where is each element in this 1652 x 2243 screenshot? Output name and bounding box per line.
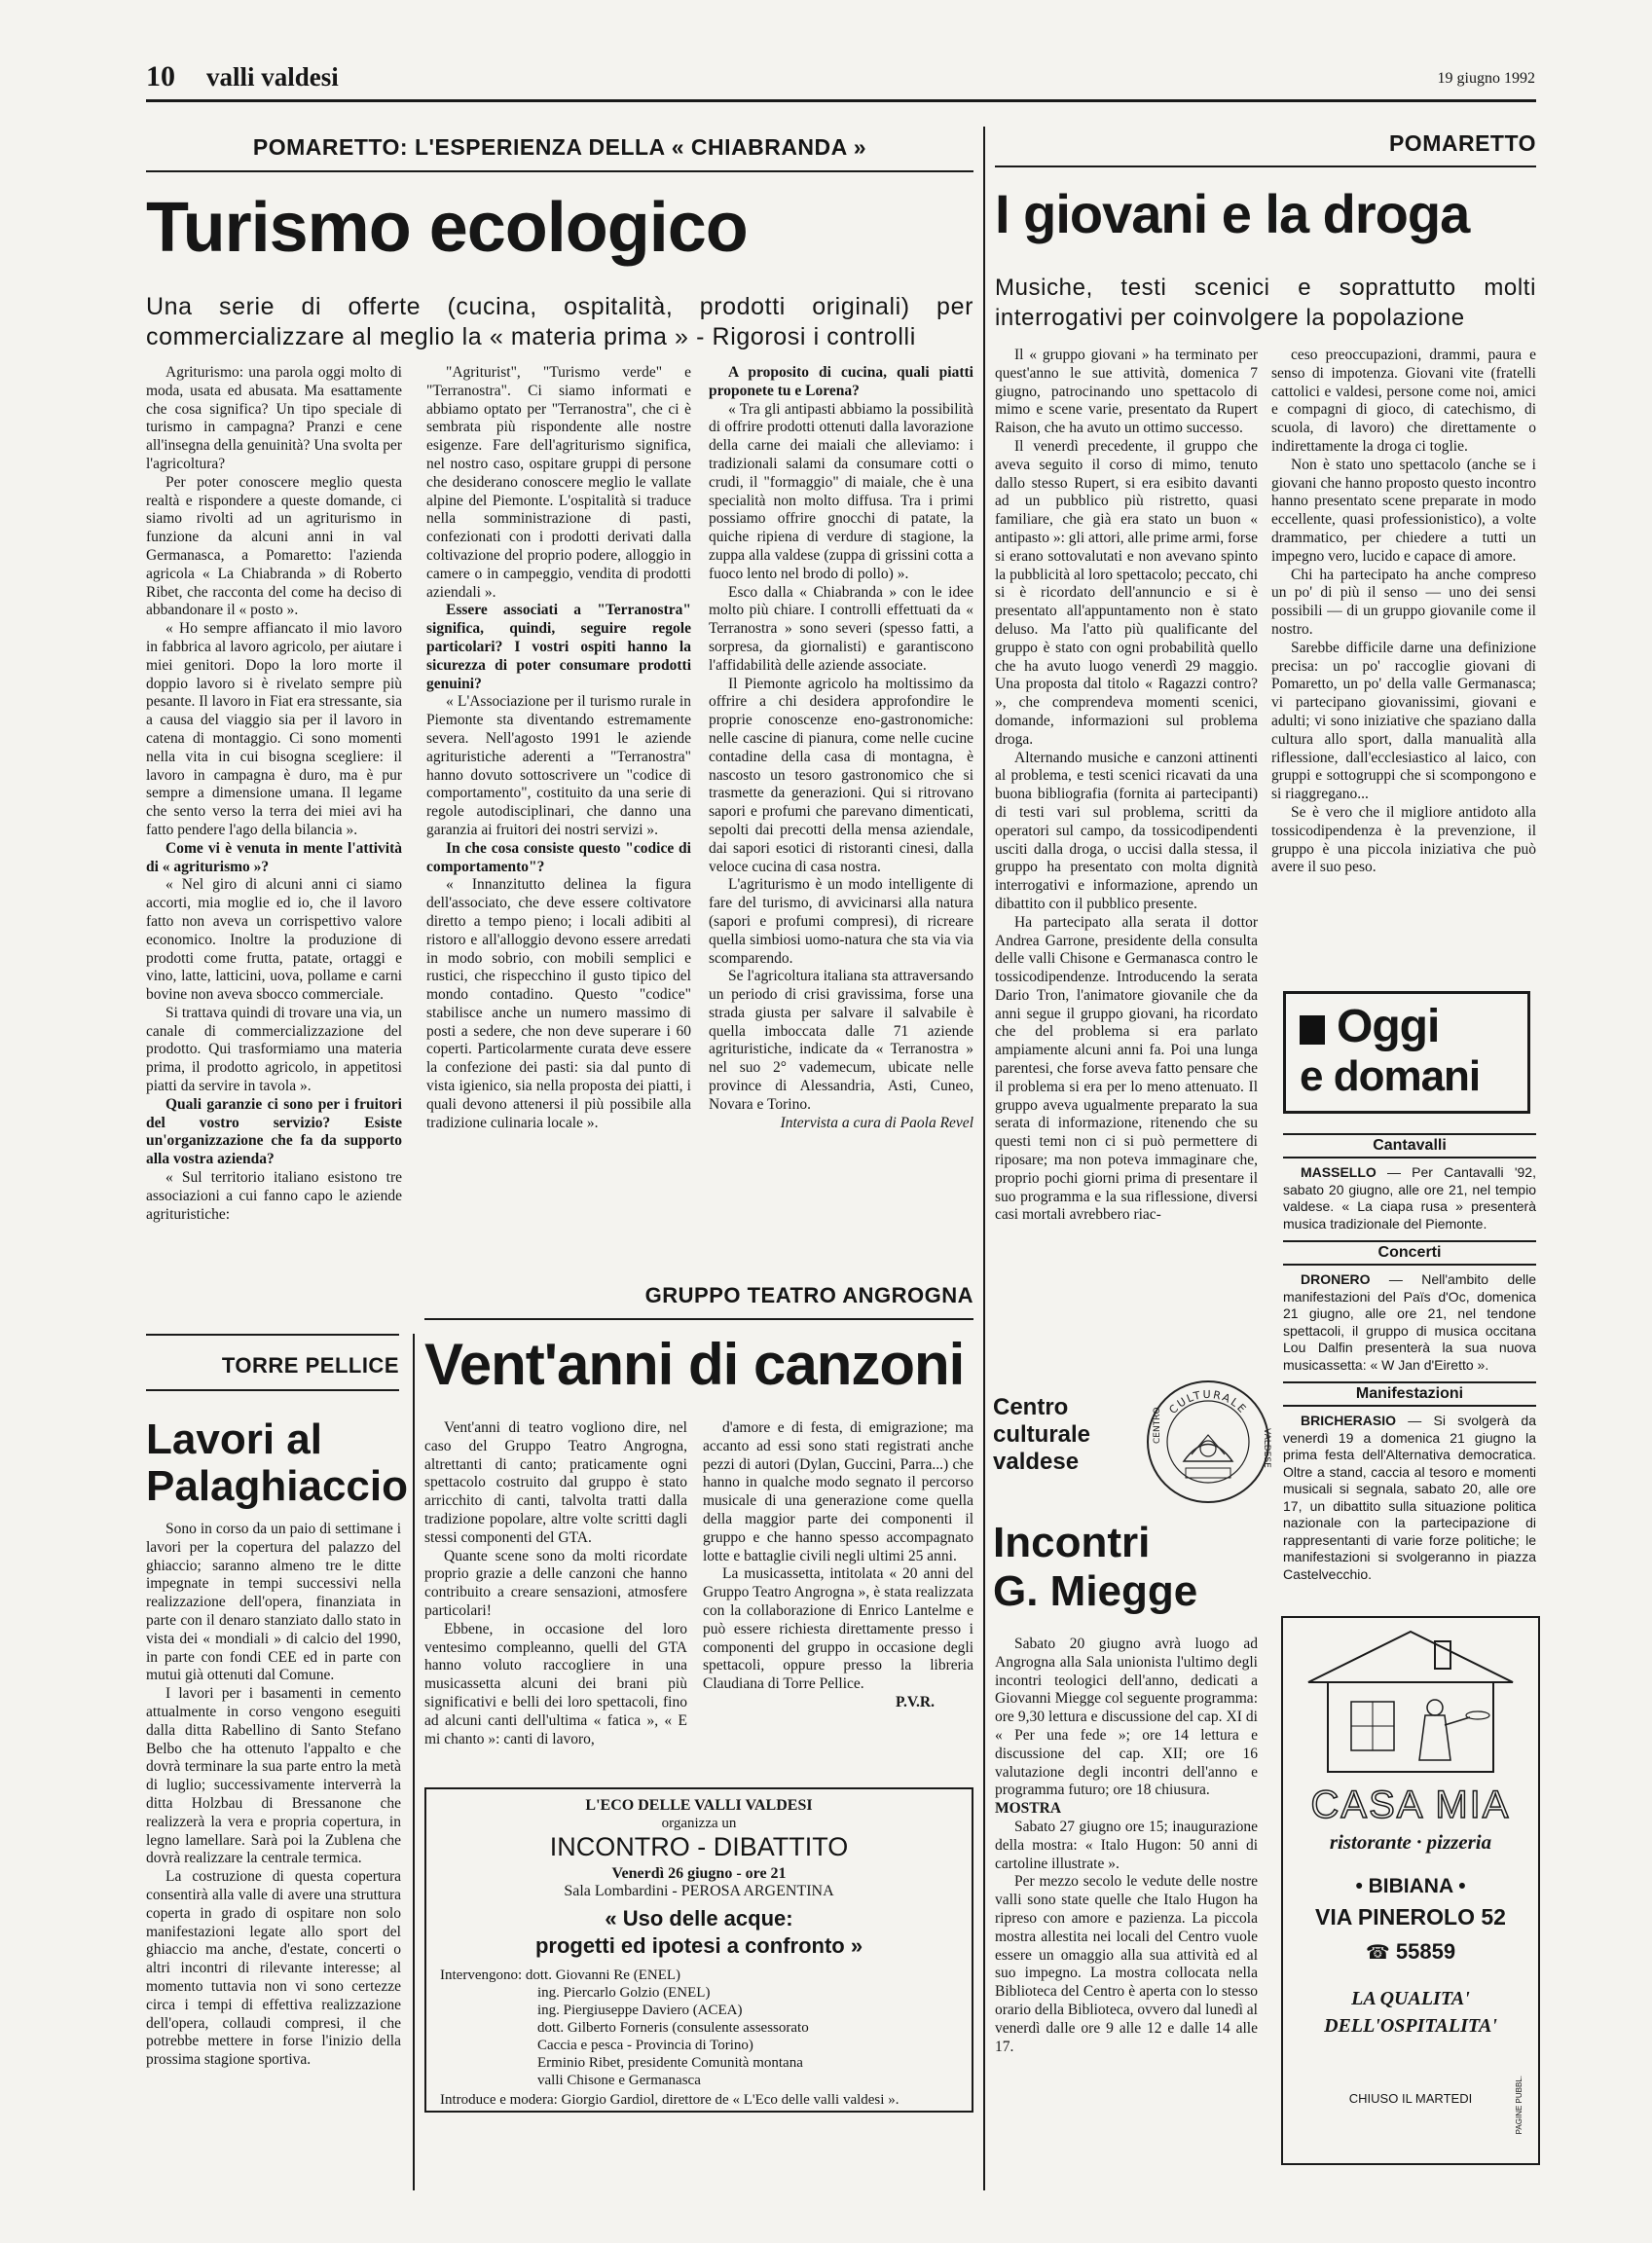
- paragraph: La costruzione di questa copertura consentirà alla valle di avere una struttura coperta in grado di ospitare non solo manifestazioni legate allo sport del ghiaccio ma anche, d'estate, concerti o altri incontri di rilevante interesse; al momento tuttavia non vi sono certezze circa i tempi di effettiva realizzazione dell'opera, collaudi compresi, il che potrebbe mettere in forse l'inizio della prossima stagione sportiva.: [146, 1868, 401, 2069]
- ad-closed: CHIUSO IL MARTEDI: [1348, 2091, 1473, 2106]
- centro-label-2: culturale: [993, 1421, 1091, 1448]
- incontro-title: INCONTRO - DIBATTITO: [549, 1832, 849, 1861]
- speaker-line: ing. Piercarlo Golzio (ENEL): [537, 1985, 711, 2001]
- speaker-line: Erminio Ribet, presidente Comunità montana: [537, 2055, 803, 2071]
- article-column: [146, 364, 402, 1224]
- article-column: [995, 1636, 1258, 2056]
- centro-paragraph: Sabato 27 giugno ore 15; inaugurazione della mostra: « Italo Hugon: 50 anni di cartoline illustrate ».: [995, 1818, 1258, 1872]
- column-turismo-3: [709, 364, 973, 1115]
- paragraph: « Sul territorio italiano esistono tre associazioni a cui fanno capo le aziende agrituristiche:: [146, 1169, 402, 1223]
- article-column: [995, 347, 1258, 1225]
- incontro-organizza: organizza un: [661, 1816, 737, 1831]
- headline-palaghiaccio-2: Palaghiaccio: [146, 1462, 409, 1510]
- deck-giovani: Musiche, testi scenici e soprattutto molti interrogativi per coinvolgere la popolazione: [995, 275, 1536, 331]
- paragraph: Se è vero che il migliore antidoto alla tossicodipendenza è la prevenzione, il gruppo è una piccola iniziativa che può avere il suo peso.: [1271, 803, 1536, 876]
- paragraph: Il venerdì precedente, il gruppo che aveva seguito il corso di mimo, tenuto dallo stesso Rupert, si era esibito davanti ad un pubblico più ristretto, quasi familiare, che già era stato un buon « antipasto »: gli attori, alle prime armi, forse si erano sottovalutati e non avevano spinto la pubblicità al loro spettacolo; peccato, chi si è ricordato dell'annuncio e si è presentato all'appuntamento non è stato deluso. Ma l'atto più qualificante del gruppo è stato con ogni probabilità quello che ha avuto luogo venerdì 29 maggio. Una proposta dal titolo « Ragazzi contro? », che comprendeva momenti scenici, domande, informazioni sul problema droga.: [995, 437, 1258, 748]
- casa-mia-ad: [1281, 1616, 1540, 2165]
- paragraph: L'agriturismo è un modo intelligente di fare del turismo, di avvicinarsi alla natura (sapori e profumi compresi), di ricreare quella simbiosi uomo-natura che sta via via scomparendo.: [709, 876, 973, 967]
- listing-entry: [1283, 1413, 1536, 1583]
- incontro-topic-1: « Uso delle acque:: [605, 1906, 793, 1930]
- listing-text: — Nell'ambito delle manifestazioni del Païs d'Oc, domenica 21 giugno, alle ore 21, nel tendone spettacoli, il gruppo di musica occitana Lou Dalfin presenterà la sua nuova musicassetta: « W Jan d'Eiretto ».: [1283, 1271, 1536, 1373]
- paragraph: Non è stato uno spettacolo (anche se i giovani che hanno proposto questo incontro hanno presentato scene preparate in modo eccellente, quasi professionistico), a volte drammatico, per chiedere a tutti un impegno vero, lucido e capace di amore.: [1271, 456, 1536, 565]
- incontro-topic-2: progetti ed ipotesi a confronto »: [534, 1933, 863, 1958]
- oggi-title-1: Oggi: [1337, 1001, 1440, 1052]
- page-number: 10: [146, 60, 175, 92]
- headline-palaghiaccio-1: Lavori al: [146, 1416, 322, 1463]
- paragraph: Chi ha partecipato ha anche compreso un po' di più il senso — uno dei sensi possibili — di un gruppo giovanile come il nostro.: [1271, 566, 1536, 638]
- signature: P.V.R.: [895, 1693, 935, 1710]
- house-illustration: [1289, 1624, 1532, 1780]
- section-rule: [146, 1389, 399, 1391]
- ad-slogan-2: DELL'OSPITALITA': [1324, 2015, 1497, 2037]
- deck-turismo: Una serie di offerte (cucina, ospitalità, prodotti originali) per commercializzare al meglio la « materia prima » - Rigorosi i controlli: [146, 293, 973, 350]
- column-torre: [146, 1521, 401, 2070]
- headline-ventanni: Vent'anni di canzoni: [424, 1332, 965, 1397]
- svg-text:CULTURALE: [1166, 1388, 1249, 1416]
- masthead-date: 19 giugno 1992: [1437, 70, 1535, 87]
- paragraph: « Tra gli antipasti abbiamo la possibilità di offrire prodotti ottenuti dalla lavorazione della carne dei maiali che alleviamo: i tradizionali salami da consumare cotti o crudi, il "formaggio" di maiale, che è una specialità non molto diffusa. Tra i primi possiamo offrire gnocchi di patate, la quiche ripiena di verdure di stagione, la zuppa alla valdese (zuppa di grissini cotta a fuoco lento nel brodo di pollo) ».: [709, 400, 973, 582]
- ad-phone-number: 55859: [1395, 1939, 1456, 1964]
- column-turismo-1: [146, 364, 402, 1224]
- ad-slogan-1: LA QUALITA': [1351, 1988, 1470, 2009]
- article-column: [426, 364, 691, 1132]
- speaker-line: valli Chisone e Germanasca: [537, 2073, 701, 2088]
- paragraph: Si trattava quindi di trovare una via, un canale di commercializzazione del prodotto. Qui trasformiamo una materia prima, il prodotto agricolo, in appetitosi piatti da servire in tavola ».: [146, 1004, 402, 1095]
- section-kicker-teatro: GRUPPO TEATRO ANGROGNA: [644, 1283, 973, 1307]
- listing-entry: [1283, 1164, 1536, 1232]
- seal-text-top: CULTURALE: [1166, 1387, 1250, 1417]
- speaker-line: dott. Gilberto Forneris (consulente assessorato: [537, 2020, 809, 2036]
- incontro-speakers: [440, 1967, 962, 2089]
- section-rule: [146, 1334, 399, 1336]
- headline-incontri-2: G. Miegge: [993, 1567, 1198, 1615]
- column-teatro-2: [703, 1419, 973, 1694]
- seal-text-left: CENTRO: [1153, 1407, 1162, 1444]
- kicker-rule: [146, 170, 973, 172]
- listing-heading: Cantavalli: [1283, 1133, 1536, 1158]
- paragraph: Ha partecipato alla serata il dottor Andrea Garrone, presidente della consulta delle valli Chisone e Germanasca contro le tossicodipendenze. Introducendo la serata Dario Tron, l'animatore giovanile che da anni segue il gruppo giovani, ha ricordato che del problema si era parlato ampiamente alcuni anni fa. Poi una lunga parentesi, che forse aveva fatto pensare che il problema si era per lo meno attenuato. Il gruppo aveva ugualmente preparato la sua serata di informazione, ritenendo che su questi temi non ci si può permettere di riposare; ma non poteva immaginare che, proprio pochi giorni prima di presentare il suo programma e la sua riflessione, diversi casi mortali avrebbero riac-: [995, 913, 1258, 1224]
- paragraph: Agriturismo: una parola oggi molto di moda, usata ed abusata. Ma esattamente che cosa significa? Un tipo speciale di turismo in campagna? Pranzi e cene all'insegna della genuinità? Una svolta per l'agricoltura?: [146, 364, 402, 472]
- ad-restaurant-name: CASA MIA: [1310, 1783, 1511, 1826]
- oggi-title-2: e domani: [1300, 1052, 1481, 1100]
- incontro-date: Venerdì 26 giugno - ore 21: [611, 1865, 787, 1882]
- headline-turismo-ecologico: Turismo ecologico: [146, 189, 748, 267]
- listing-text: — Si svolgerà da venerdì 19 a domenica 21 giugno la prima festa dell'Alternativa democratica. Oltre a stand, caccia al tesoro e momenti musicali si segnala, sabato 20, alle ore 17, un dibattito sulla situazione politica nazionale con la partecipazione di rappresentanti di varie forze politiche; le manifestazioni si svolgeranno in piazza Castelvecchio.: [1283, 1413, 1536, 1582]
- question-paragraph: In che cosa consiste questo "codice di comportamento"?: [426, 839, 691, 875]
- article-column: [703, 1419, 973, 1712]
- question-paragraph: A proposito di cucina, quali piatti proponete tu e Lorena?: [709, 364, 973, 399]
- paragraph: Quante scene sono da molti ricordate proprio grazie a delle canzoni che hanno contribuito a creare sensazioni, atmosfere particolari!: [424, 1547, 687, 1619]
- ad-town: • BIBIANA •: [1355, 1875, 1466, 1897]
- incontro-dibattito-box: [424, 1787, 973, 2113]
- paragraph: Se l'agricoltura italiana sta attraversando un periodo di crisi gravissima, forse una strada giusta per salvare il salvabile è quella imboccata dalle 71 aziende agrituristiche, indicate da « Terranostra » nel suo 2° vademecum, ubicate nelle province di Alessandria, Asti, Cuneo, Novara e Torino.: [709, 968, 973, 1113]
- centro-label-3: valdese: [993, 1449, 1080, 1475]
- listing-entry: [1283, 1271, 1536, 1374]
- centro-paragraph: Per mezzo secolo le vedute delle nostre valli sono state quelle che Italo Hugon ha ripreso con amore e pazienza. La piccola mostra allestita nei locali del Centro vuole essere un omaggio alla sua attività ed al suo impegno. La mostra collocata nella Biblioteca del Centro è aperta con lo stesso orario della Biblioteca, ovvero dal lunedì al venerdì dalle ore 9 alle 12 e dalle 14 alle 17.: [995, 1873, 1258, 2055]
- section-kicker-pomaretto-right: POMARETTO: [1388, 130, 1536, 156]
- speaker-line: ing. Piergiuseppe Daviero (ACEA): [537, 2003, 743, 2018]
- column-giovani-2: [1271, 347, 1536, 877]
- centro-label: [993, 1394, 1090, 1476]
- kicker-rule: [995, 165, 1536, 167]
- speaker-line: Intervengono: dott. Giovanni Re (ENEL): [440, 1967, 681, 1983]
- paragraph: d'amore e di festa, di emigrazione; ma accanto ad essi sono stati registrati anche pezzi di autori (Dylan, Guccini, Parra...) che hanno in qualche modo segnato il percorso musicale di una generazione come quella della maggior parte dei componenti il gruppo e che hanno spesso accompagnato lotte e battaglie civili negli ultimi 25 anni.: [703, 1419, 973, 1564]
- square-bullet-icon: [1300, 1015, 1325, 1045]
- listing-heading: Concerti: [1283, 1240, 1536, 1266]
- headline-incontri-1: Incontri: [993, 1519, 1151, 1566]
- ad-credit: PAGINE PUBBL.: [1515, 2076, 1524, 2135]
- centro-paragraph: Sabato 20 giugno avrà luogo ad Angrogna alla Sala unionista l'ultimo degli incontri teologici dell'anno, dedicati a Giovanni Miegge col seguente programma: ore 9,30 lettura e discussione del cap. XI di « Per una fede »; ore 14 lettura e discussione del cap. XII; ore 16 valutazione degli incontri dell'anno e programma futuro; ore 18 chiusura.: [995, 1636, 1258, 1799]
- column-turismo-2: [426, 364, 691, 1132]
- oggi-sections-list: [1283, 1133, 1536, 1583]
- byline: Intervista a cura di Paola Revel: [780, 1114, 973, 1131]
- incontro-moderator: Introduce e modera: Giorgio Gardiol, direttore de « L'Eco delle valli valdesi ».: [440, 2092, 899, 2108]
- ad-address: VIA PINEROLO 52: [1315, 1904, 1506, 1930]
- paragraph: ceso preoccupazioni, drammi, paura e senso di impotenza. Giovani vite (fratelli cattolici e valdesi, persone come noi, amici e compagni di gioco, di catechismo, di scuola, di lavoro) che direttamente o indirettamente la droga ci toglie.: [1271, 347, 1536, 455]
- oggi-domani-box: [1283, 991, 1530, 1114]
- paragraph: Alternando musiche e canzoni attinenti al problema, e testi scenici ricavati da una buona bibliografia (fornita ai partecipanti) di testi vari sul problema, scritti da operatori sul campo, da tossicodipendenti usciti dalla droga, o uccisi dalla stessa, il gruppo ha presentato con molta dignità interrogativi e informazione, aprendo un dibattito con il pubblico presente.: [995, 749, 1258, 912]
- question-paragraph: Essere associati a "Terranostra" significa, quindi, seguire regole particolari? I vostri ospiti hanno la sicurezza di poter consumare prodotti genuini?: [426, 602, 691, 692]
- masthead-rule: [146, 99, 1536, 102]
- paragraph: « Nel giro di alcuni anni ci siamo accorti, mia moglie ed io, che il lavoro fatto non aveva un corrispettivo valore economico. Inoltre la produzione di prodotti come frutta, patate, ortaggi e vino, latte, latticini, uova, pollame e carni bovine non aveva sbocco commerciale.: [146, 876, 402, 1004]
- paragraph: « L'Associazione per il turismo rurale in Piemonte sta diventando estremamente severa. Nell'agosto 1991 le aziende agrituristiche aderenti a "Terranostra" hanno dovuto sottoscrivere un "codice di comportamento", costituito da una serie di regole autodisciplinari, che danno una garanzia ai fruitori dei nostri servizi ».: [426, 693, 691, 838]
- paragraph: Ebbene, in occasione del loro ventesimo compleanno, quelli del GTA hanno voluto raccogliere in una musicassetta alcuni dei brani più significativi e belli dei loro spettacoli, fino ad alcuni canti dell'ultima « fatica », « E mi chanto »: canti di lavoro,: [424, 1620, 687, 1747]
- listing-place: BRICHERASIO: [1301, 1413, 1397, 1428]
- masthead-title: valli valdesi: [206, 62, 339, 92]
- centro-label-1: Centro: [993, 1394, 1069, 1420]
- ad-subtitle: ristorante · pizzeria: [1329, 1830, 1492, 1854]
- oggi-sections: [1283, 1127, 1536, 1591]
- question-paragraph: Come vi è venuta in mente l'attività di « agriturismo »?: [146, 839, 402, 875]
- listing-heading: Manifestazioni: [1283, 1381, 1536, 1407]
- mostra-heading: MOSTRA: [995, 1800, 1062, 1818]
- speaker-line: Caccia e pesca - Provincia di Torino): [537, 2038, 753, 2053]
- centro-seal-logo: [1145, 1379, 1271, 1505]
- paragraph: Vent'anni di teatro vogliono dire, nel caso del Gruppo Teatro Angrogna, altrettanti di canto; praticamente ogni spettacolo costruito dal gruppo è stato arricchito di canti, talvolta tratti dalla tradizione popolare, altre volte scritti dagli stessi componenti del GTA.: [424, 1419, 687, 1546]
- column-teatro-1: [424, 1419, 687, 1748]
- paragraph: I lavori per i basamenti in cemento attualmente in corso vengono eseguiti dalla ditta Rabellino di Santo Stefano Belbo che ha ottenuto l'appalto e che dovrà terminare la sua parte entro la metà di luglio; successivamente interverrà la ditta Holzbau di Bressanone che realizzerà la vera e propria copertura, in legno lamellare. Sarà poi la Zublena che dovrà realizzare la centrale termica.: [146, 1685, 401, 1867]
- article-column: [709, 364, 973, 1132]
- listing-place: MASSELLO: [1301, 1164, 1377, 1180]
- paragraph: Per poter conoscere meglio questa realtà e rispondere a queste domande, ci siamo rivolti ad un agriturismo in funzione da alcuni anni in val Germanasca, a Pomaretto: l'azienda agricola « La Chiabranda » di Roberto Ribet, che racconta del come ha deciso di abbandonare il « posto ».: [146, 473, 402, 619]
- incontro-place: Sala Lombardini - PEROSA ARGENTINA: [564, 1883, 834, 1899]
- ad-phone: [1283, 1939, 1538, 1965]
- article-column: [424, 1419, 687, 1748]
- section-kicker-pomaretto: POMARETTO: L'ESPERIENZA DELLA « CHIABRANDA »: [252, 134, 867, 160]
- paragraph: « Innanzitutto delinea la figura dell'associato, che deve essere coltivatore diretto a tempo pieno; i locali adibiti al ristoro e all'alloggio devono essere arredati in modo sobrio, con mobili semplici e rustici, che rispecchino il gusto tipico del mondo contadino. Questo "codice" stabilisce anche un numero massimo di posti a sedere, che non deve superare i 60 coperti. Particolarmente curata deve essere la confezione dei pasti: sia dal punto di vista igienico, sia nella proposta dei piatti, i quali devono attenersi il più possibile alla tradizione culinaria locale ».: [426, 876, 691, 1131]
- article-column: [146, 1521, 401, 2070]
- paragraph: « Ho sempre affiancato il mio lavoro in fabbrica al lavoro agricolo, per aiutare i miei genitori. Dopo la loro morte il doppio lavoro si è rivelato sempre più pesante. Il lavoro in Fiat era stressante, sia a causa del viaggio sia per il lavoro in catena di montaggio. Ci sono momenti nella vita in cui bisogna scegliere: il lavoro in campagna è duro, ma è pur sempre a dimensione umana. Il legame che sento verso la terra dei miei avi ha fatto pendere l'ago della bilancia ».: [146, 620, 402, 838]
- question-paragraph: Quali garanzie ci sono per i fruitori del vostro servizio? Esiste un'organizzazione che fa da supporto alla vostra azienda?: [146, 1095, 402, 1168]
- paragraph: La musicassetta, intitolata « 20 anni del Gruppo Teatro Angrogna », è stata realizzata con la collaborazione di Enrico Lantelme e può essere richiesta direttamente presso i componenti del gruppo in occasione degli spettacoli, oppure presso la libreria Claudiana di Torre Pellice.: [703, 1565, 973, 1693]
- listing-place: DRONERO: [1301, 1271, 1371, 1287]
- section-rule: [424, 1318, 973, 1320]
- column-divider: [983, 1283, 985, 2190]
- column-giovani-1: [995, 347, 1258, 1225]
- phone-icon: ☎: [1365, 1942, 1390, 1964]
- article-column: [1271, 347, 1536, 877]
- column-divider: [413, 1334, 415, 2190]
- section-kicker-torre: TORRE PELLICE: [221, 1353, 399, 1378]
- paragraph: "Agriturist", "Turismo verde" e "Terranostra". Ci siamo informati e abbiamo optato per "Terranostra", che ci è sembrata più rispondente alle nostre esigenze. Fare dell'agriturismo significa, nel nostro caso, ospitare gruppi di persone che desiderano conoscere meglio le vallate alpine del Piemonte. L'ospitalità si traduce nella somministrazione di pasti, confezionati con i prodotti derivati dalla coltivazione del proprio podere, alloggio in camere o in campeggio, vendita di prodotti aziendali ».: [426, 364, 691, 601]
- listing-text: — Per Cantavalli '92, sabato 20 giugno, alle ore 21, nel tempio valdese. « La ciapa rusa » presenterà musica tradizionale del Piemonte.: [1283, 1164, 1536, 1232]
- paragraph: Sarebbe difficile darne una definizione precisa: un po' raccoglie giovani di Pomaretto, un po' della valle Germanasca; vi partecipano giovanissimi, giovani e adulti; vi sono iniziative che spaziano dalla cultura allo sport, dalla manualità alla riflessione, dall'ecclesiastico al laico, con gruppi e sottogruppi che si scompongono e si riaggregano...: [1271, 639, 1536, 803]
- paragraph: Sono in corso da un paio di settimane i lavori per la copertura del palazzo del ghiaccio; saranno almeno tre le ditte impegnate in tempi successivi nella realizzazione dell'opera, finanziata in parte con il denaro stanziato dallo stato in vista dei « mondiali » di calcio del 1990, in parte con fondi CEE ed in parte con mutui già ottenuti dal Comune.: [146, 1521, 401, 1684]
- headline-giovani-droga: I giovani e la droga: [995, 183, 1470, 244]
- seal-text-right: VALDESE: [1262, 1428, 1271, 1468]
- paragraph: Esco dalla « Chiabranda » con le idee molto più chiare. I controlli effettuati da « Terranostra » sono severi (spesso fatti, a sorpresa, da giornalisti) e garantiscono l'affidabilità delle aziende associate.: [709, 583, 973, 674]
- paragraph: Il « gruppo giovani » ha terminato per quest'anno le sue attività, domenica 7 giugno, patrocinando uno spettacolo di mimo e scene varie, presentato da Rupert Raison, che ha avuto un ottimo successo.: [995, 347, 1258, 437]
- incontro-organizer: L'ECO DELLE VALLI VALDESI: [585, 1797, 813, 1814]
- paragraph: Il Piemonte agricolo ha moltissimo da offrire a chi desidera approfondire le proprie conoscenze eno-gastronomiche: nelle cascine di pianura, come nelle cucine contadine della casa di montagna, è nascosto un tesoro gastronomico che si trasmette da generazioni. Qui si ritrovano sapori e profumi che parevano dimenticati, sepolti dai precotti della mensa aziendale, dai sapori esotici di ristoranti cinesi, dalla veloce cucina di casa nostra.: [709, 675, 973, 875]
